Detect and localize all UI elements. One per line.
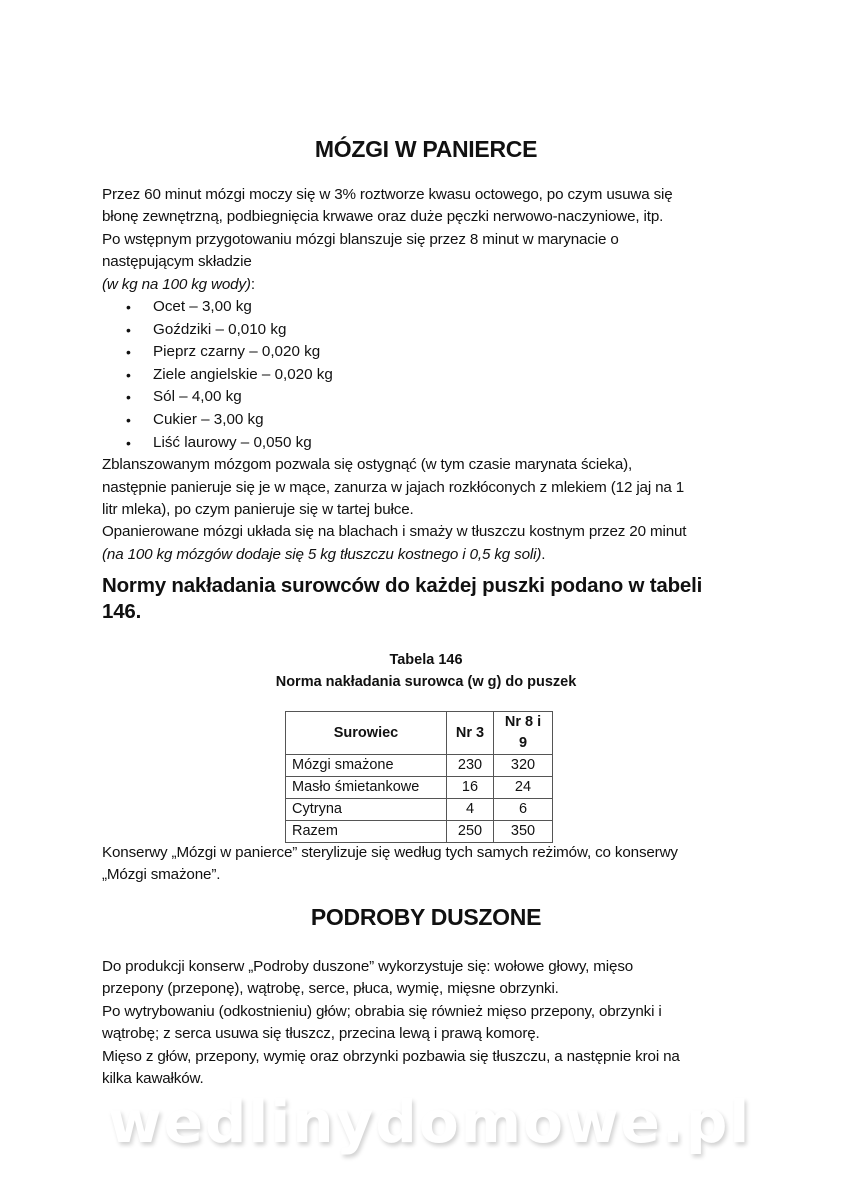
intro-paragraph xyxy=(102,184,686,566)
podroby-paragraph xyxy=(102,956,680,1090)
text-line: „Mózgi smażone”. xyxy=(102,866,221,884)
text-line: błonę zewnętrzną, podbiegnięcia krwawe oraz duże pęczki nerwowo-naczyniowe, itp. xyxy=(102,208,664,226)
text-line: Mięso z głów, przepony, wymię oraz obrzynki pozbawia się tłuszczu, a następnie kroi na xyxy=(102,1047,680,1065)
list-item: • Cukier – 3,00 kg xyxy=(102,409,686,432)
table-row: Cytryna 4 6 xyxy=(286,799,553,821)
table-caption-title: Norma nakładania surowca (w g) do puszek xyxy=(275,674,577,690)
table-row: Mózgi smażone 230 320 xyxy=(286,755,553,777)
watermark: wedlinydomowe.pl xyxy=(108,1088,752,1156)
text-line: Przez 60 minut mózgi moczy się w 3% roztworze kwasu octowego, po czym usuwa się xyxy=(102,186,673,203)
unit-note: (w kg na 100 kg wody): xyxy=(102,275,255,293)
header-nr8i9: Nr 8 i 9 xyxy=(494,712,553,755)
list-item: • Ziele angielskie – 0,020 kg xyxy=(102,364,686,387)
header-nr3: Nr 3 xyxy=(447,712,494,755)
frying-note: (na 100 kg mózgów dodaje się 5 kg tłuszczu kostnego i 0,5 kg soli). xyxy=(102,545,546,563)
list-item: • Ocet – 3,00 kg xyxy=(102,296,686,319)
list-item: • Liść laurowy – 0,050 kg xyxy=(102,432,686,455)
text-line: Do produkcji konserw „Podroby duszone” wykorzystuje się: wołowe głowy, mięso xyxy=(102,958,634,975)
text-line: przepony (przeponę), wątrobę, serce, płuca, wymię, mięsne obrzynki. xyxy=(102,980,559,998)
text-line: Opanierowane mózgi układa się na blachach i smaży w tłuszczu kostnym przez 20 minut xyxy=(102,523,687,541)
list-item: • Pieprz czarny – 0,020 kg xyxy=(102,341,686,364)
section-title-podroby: PODROBY DUSZONE xyxy=(310,904,542,930)
table-caption-number: Tabela 146 xyxy=(389,652,463,668)
ingredient-list xyxy=(102,296,686,454)
header-surowiec: Surowiec xyxy=(286,712,447,755)
text-line: kilka kawałków. xyxy=(102,1070,204,1088)
norm-table xyxy=(285,711,553,843)
section-title-mozgi: MÓZGI W PANIERCE xyxy=(314,136,538,162)
text-line: litr mleka), po czym panieruje się w tartej bułce. xyxy=(102,501,414,518)
text-line: wątrobę; z serca usuwa się tłuszcz, przecina lewą i prawą komorę. xyxy=(102,1025,540,1043)
list-item: • Goździki – 0,010 kg xyxy=(102,319,686,342)
table-header-row xyxy=(286,712,553,755)
text-line: Po wstępnym przygotowaniu mózgi blanszuje się przez 8 minut w marynacie o xyxy=(102,230,619,248)
text-line: następnie panieruje się je w mące, zanurza w jajach rozkłóconych z mlekiem (12 jaj na 1 xyxy=(102,478,685,496)
text-line: Po wytrybowaniu (odkostnieniu) głów; obrabia się również mięso przepony, obrzynki i xyxy=(102,1002,662,1020)
sterilization-paragraph xyxy=(102,842,678,887)
table-row: Masło śmietankowe 16 24 xyxy=(286,777,553,799)
norms-heading: Normy nakładania surowców do każdej puszki podano w tabeli 146. xyxy=(102,574,703,623)
list-item: • Sól – 4,00 kg xyxy=(102,386,686,409)
table-row: Razem 250 350 xyxy=(286,821,553,843)
text-line: Zblanszowanym mózgom pozwala się ostygnąć (w tym czasie marynata ścieka), xyxy=(102,456,633,474)
text-line: Konserwy „Mózgi w panierce” sterylizuje się według tych samych reżimów, co konserwy xyxy=(102,844,678,861)
text-line: następującym składzie xyxy=(102,253,252,271)
